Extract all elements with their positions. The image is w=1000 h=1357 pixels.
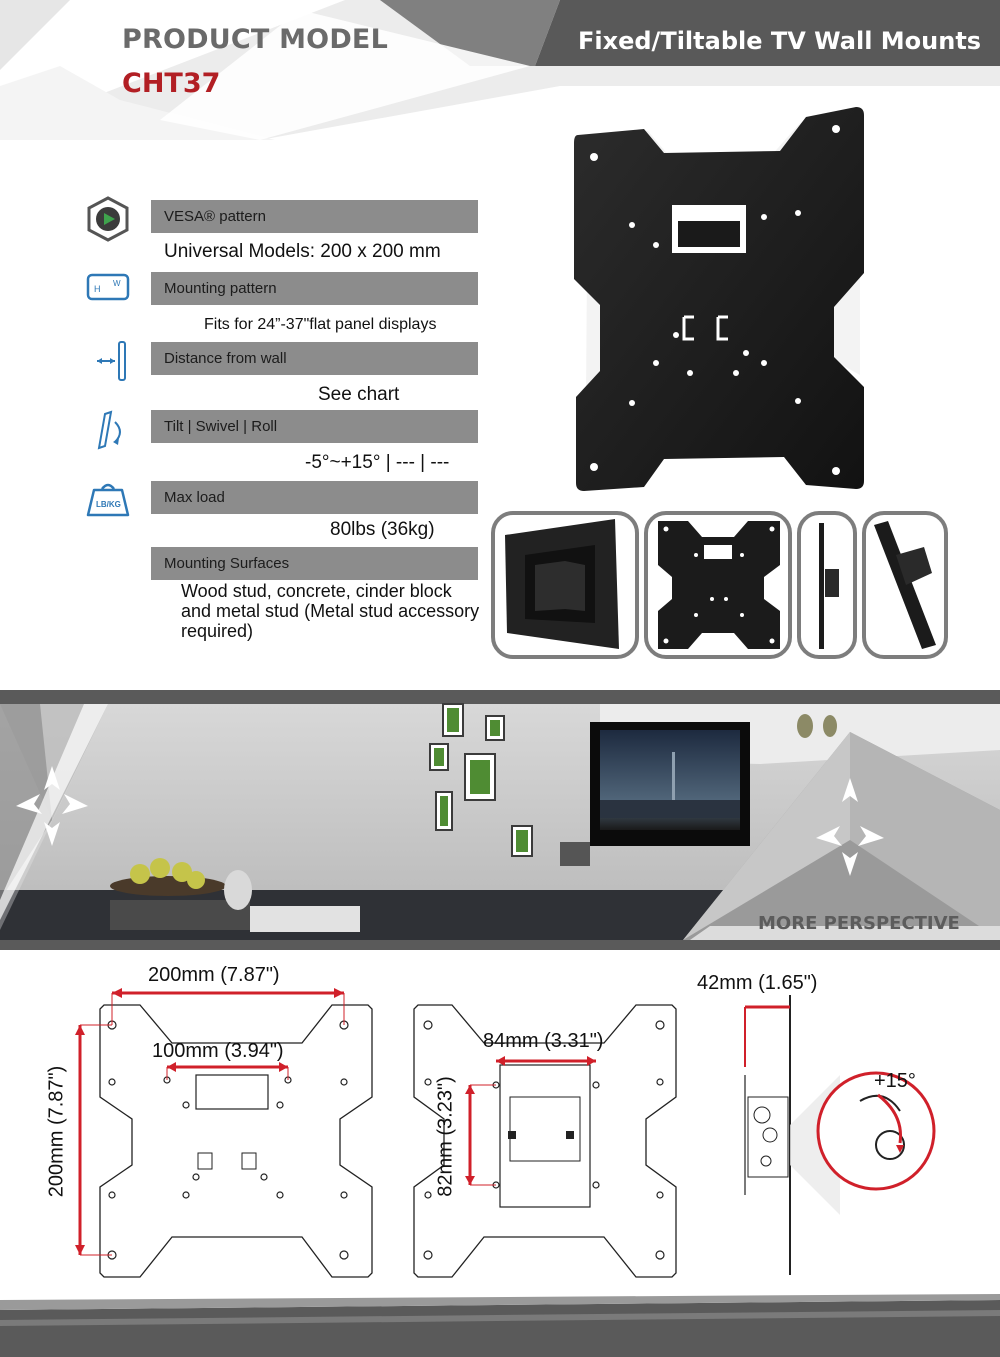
dim-outer-width: 200mm (7.87") <box>148 964 280 986</box>
weight-icon <box>85 480 131 518</box>
dim-tilt-angle: +15° <box>874 1070 916 1092</box>
spec-value-vesa: Universal Models: 200 x 200 mm <box>164 241 441 262</box>
mounted-tv-image <box>495 515 635 655</box>
thumbnail-mounted-tv[interactable] <box>491 511 639 659</box>
spec-value-distance: See chart <box>318 384 400 405</box>
dim-inner-width: 100mm (3.94") <box>152 1040 284 1062</box>
wall-plate-photo <box>560 95 890 505</box>
wall-distance-icon <box>95 340 129 382</box>
tilt-swivel-icon <box>93 408 129 450</box>
spec-label-surfaces: Mounting Surfaces <box>151 547 478 580</box>
spec-value-mounting-pattern: Fits for 24”-37"flat panel displays <box>204 316 437 333</box>
spec-value-surfaces: Wood stud, concrete, cinder block and metal stud (Metal stud accessory required) <box>181 581 480 641</box>
dim-outer-height: 200mm (7.87") <box>45 1065 68 1198</box>
technical-drawings <box>0 955 1000 1285</box>
spec-label-vesa: VESA® pattern <box>151 200 478 233</box>
spec-label-tilt: Tilt | Swivel | Roll <box>151 410 478 443</box>
thumbnail-side-view[interactable] <box>797 511 857 659</box>
dim-depth: 42mm (1.65") <box>697 972 818 994</box>
room-scene-image <box>0 690 1000 950</box>
vesa-badge-icon <box>85 196 131 242</box>
mounting-pattern-icon <box>86 273 130 301</box>
footer-banner <box>0 1290 1000 1357</box>
front-plate-image <box>648 515 788 655</box>
thumbnail-front-plate[interactable] <box>644 511 792 659</box>
spec-label-max-load: Max load <box>151 481 478 514</box>
icon-w-letter: W <box>113 279 121 288</box>
product-model-heading: PRODUCT MODEL <box>122 24 388 55</box>
side-view-image <box>801 515 853 655</box>
model-number: CHT37 <box>122 68 221 99</box>
spec-value-tilt: -5°~+15° | --- | --- <box>305 452 450 473</box>
thumbnail-tilted-view[interactable] <box>862 511 948 659</box>
more-perspective-label: MORE PERSPECTIVE <box>758 913 960 934</box>
spec-label-mounting-pattern: Mounting pattern <box>151 272 478 305</box>
room-banner <box>0 690 1000 950</box>
spec-label-distance: Distance from wall <box>151 342 478 375</box>
icon-h-letter: H <box>94 284 101 294</box>
category-title: Fixed/Tiltable TV Wall Mounts <box>578 27 982 55</box>
tilted-view-image <box>866 515 944 655</box>
dim-small-height: 82mm (3.23") <box>434 1076 457 1197</box>
spec-value-max-load: 80lbs (36kg) <box>330 519 435 540</box>
dim-small-width: 84mm (3.31") <box>483 1030 604 1052</box>
icon-lbkg-text: LB/KG <box>96 500 121 509</box>
